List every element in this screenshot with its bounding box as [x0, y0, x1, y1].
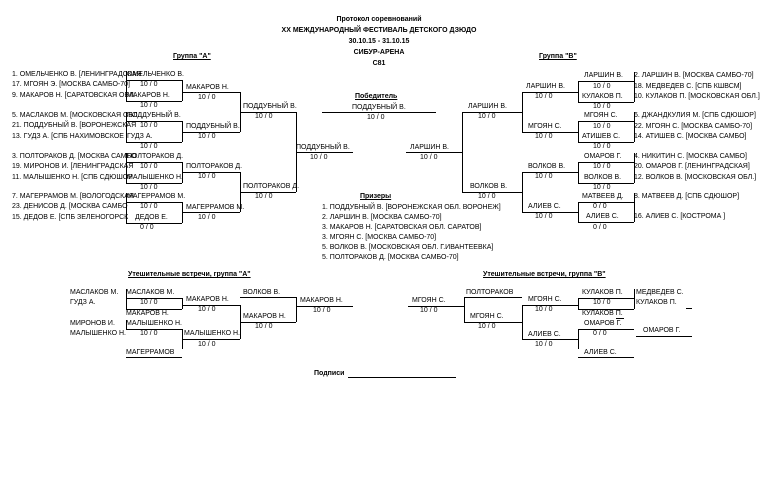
entrant-b-10: 10. КУЛАКОВ П. [МОСКОВСКАЯ ОБЛ.] [634, 93, 760, 100]
bracket-line [126, 298, 182, 299]
bracket-line [578, 142, 634, 143]
a-r1-score: 10 / 0 [140, 122, 158, 129]
cons-a-entrant: ГУДЗ А. [70, 299, 96, 306]
entrant-a-3: 3. ПОЛТОРАКОВ Д. [МОСКВА САМБО [12, 153, 137, 160]
cons-a-r1-score: 10 / 0 [140, 330, 158, 337]
bracket-line [522, 339, 578, 340]
cons-b-r2-score: 10 / 0 [593, 299, 611, 306]
prize-row: 1. ПОДДУБНЫЙ В. [ВОРОНЕЖСКАЯ ОБЛ. ВОРОНЕЖ] [322, 204, 501, 211]
a-r1-winner: ПОДДУБНЫЙ В. [127, 112, 181, 119]
b-r3-winner: ВОЛКОВ В. [470, 183, 508, 190]
b-r1-score: 10 / 0 [593, 103, 611, 110]
entrant-b-4: 4. НИКИТИН С. [МОСКВА САМБО] [634, 153, 747, 160]
bracket-line [578, 162, 579, 183]
signature-line [348, 377, 456, 378]
b-r1-winner: АТИШЕВ С. [582, 133, 621, 140]
a-r1-score: 10 / 0 [140, 81, 158, 88]
overall-winner: ПОДДУБНЫЙ В. [352, 104, 406, 111]
cons-b-entrant: ОМАРОВ Г. [643, 327, 681, 334]
bracket-line [578, 202, 579, 222]
bracket-line [578, 357, 634, 358]
a-r1-winner: МАЛЫШЕНКО Н. [127, 174, 183, 181]
b-r1-score: 10 / 0 [593, 83, 611, 90]
b-r3-winner: ЛАРШИН В. [468, 103, 507, 110]
entrant-a-23: 23. ДЕНИСОВ Д. [МОСКВА САМБО [12, 203, 128, 210]
cons-a-r1-winner: МАЛЫШЕНКО Н. [184, 330, 240, 337]
a-r1-score: 10 / 0 [140, 163, 158, 170]
bracket-line [578, 162, 634, 163]
cons-a-final-winner: МАКАРОВ Н. [300, 297, 343, 304]
signatures-label: Подписи [314, 370, 345, 377]
a-r2-winner: ПОДДУБНЫЙ В. [186, 123, 240, 130]
entrant-b-22: 22. МГОЯН С. [МОСКВА САМБО-70] [634, 123, 753, 130]
bracket-line [522, 92, 578, 93]
bracket-line [578, 309, 634, 310]
cons-a-entrant: МИРОНОВ И. [70, 320, 115, 327]
entrant-a-9: 9. МАКАРОВ Н. [САРАТОВСКАЯ ОБЛ. [12, 92, 136, 99]
entrant-a-15: 15. ДЕДОВ Е. [СПБ ЗЕЛЕНОГОРСК [12, 214, 129, 221]
bracket-line [126, 202, 182, 203]
bracket-line [522, 92, 523, 132]
b-r1-score: 10 / 0 [593, 143, 611, 150]
bracket-line [636, 336, 692, 337]
b-r2-winner: АЛИЕВ С. [528, 203, 561, 210]
b-r3-score: 10 / 0 [478, 193, 496, 200]
bracket-line [126, 289, 127, 309]
entrant-b-18: 18. МЕДВЕДЕВ С. [СПБ КШВСМ] [634, 83, 742, 90]
bracket-line [126, 193, 127, 223]
group-a-label: Группа "А" [173, 53, 211, 60]
prizes-label: Призеры [360, 193, 392, 200]
entrant-b-12: 12. ВОЛКОВ В. [МОСКОВСКАЯ ОБЛ.] [634, 174, 757, 181]
bracket-line [240, 322, 296, 323]
bracket-line [634, 112, 635, 142]
a-r3-winner: ПОЛТОРАКОВ Д. [243, 183, 300, 190]
a-r2-winner: ПОЛТОРАКОВ Д. [186, 163, 243, 170]
bracket-line [406, 152, 462, 153]
b-r1-score: 10 / 0 [593, 163, 611, 170]
bracket-line [240, 192, 296, 193]
a-r3-winner: ПОДДУБНЫЙ В. [243, 103, 297, 110]
bracket-line [240, 297, 296, 298]
cons-a-r1-winner: МАСЛАКОВ М. [126, 289, 175, 296]
bracket-line [578, 102, 634, 103]
bracket-line [182, 212, 240, 213]
bracket-line [126, 183, 182, 184]
cons-a-entrant: МАСЛАКОВ М. [70, 289, 119, 296]
bracket-line [126, 309, 182, 310]
a-r3-score: 10 / 0 [255, 113, 273, 120]
a-r1-winner: ДЕДОВ Е. [135, 214, 168, 221]
b-r1-winner: АЛИЕВ С. [586, 213, 619, 220]
bracket-line [296, 297, 297, 322]
bracket-line [522, 305, 578, 306]
bracket-line [464, 297, 522, 298]
cons-b-r2-score: 0 / 0 [593, 330, 607, 337]
a-r1-score: 10 / 0 [140, 102, 158, 109]
bracket-line [462, 112, 522, 113]
cons-a-r1-score: 10 / 0 [140, 299, 158, 306]
bracket-line [126, 329, 182, 330]
a-r3-score: 10 / 0 [255, 193, 273, 200]
prize-row: 3. МАКАРОВ Н. [САРАТОВСКАЯ ОБЛ. САРАТОВ] [322, 224, 482, 231]
bracket-line [182, 80, 183, 101]
bracket-line [126, 71, 127, 101]
cons-b-r2-winner: АЛИЕВ С. [584, 349, 617, 356]
bracket-line [182, 92, 240, 93]
bracket-line [126, 162, 182, 163]
bracket-line [634, 72, 635, 102]
bracket-line [578, 298, 579, 309]
bracket-line [182, 172, 240, 173]
prize-row: 2. ЛАРШИН В. [МОСКВА САМБО-70] [322, 214, 442, 221]
cons-b-r1-score: 10 / 0 [535, 306, 553, 313]
bracket-line [126, 80, 182, 81]
a-r1-score: 10 / 0 [140, 184, 158, 191]
b-r2-winner: МГОЯН С. [528, 123, 562, 130]
entrant-b-16: 16. АЛИЕВ С. [КОСТРОМА ] [634, 213, 726, 220]
cons-b-r2-winner: КУЛАКОВ П. [582, 289, 623, 296]
bracket-line [578, 329, 579, 349]
entrant-a-7: 7. МАГЕРРАМОВ М. [ВОЛОГОДСКАЯ [12, 193, 134, 200]
bracket-line [462, 192, 522, 193]
weight-category: C81 [372, 60, 386, 67]
group-b-label: Группа "В" [539, 53, 577, 60]
b-r1-score: 0 / 0 [593, 203, 607, 210]
cons-b-r2-winner: КУЛАКОВ П. [582, 310, 623, 317]
bracket-line [296, 306, 353, 307]
bracket-line [634, 289, 635, 309]
a-r2-winner: МАКАРОВ Н. [186, 84, 229, 91]
a-r1-score: 10 / 0 [140, 203, 158, 210]
cons-a-r1-winner: МАКАРОВ Н. [126, 310, 169, 317]
b-r2-score: 10 / 0 [535, 213, 553, 220]
b-r2-score: 10 / 0 [535, 93, 553, 100]
bracket-line [126, 223, 182, 224]
a-r2-winner: МАГЕРРАМОВ М. [186, 204, 245, 211]
b-r1-winner: МАТВЕЕВ Д. [582, 193, 624, 200]
event-title: XX МЕЖДУНАРОДНЫЙ ФЕСТИВАЛЬ ДЕТСКОГО ДЗЮДО [281, 27, 477, 34]
bracket-line [126, 357, 182, 358]
cons-b-r1-winner: АЛИЕВ С. [528, 331, 561, 338]
cons-a-r2-score: 10 / 0 [198, 306, 216, 313]
bracket-line [126, 112, 127, 142]
a-r2-score: 10 / 0 [198, 133, 216, 140]
a-r1-winner: МАГЕРРАМОВ М. [127, 193, 186, 200]
b-r1-score: 10 / 0 [593, 184, 611, 191]
prize-row: 5. ВОЛКОВ В. [МОСКОВСКАЯ ОБЛ. Г.ИВАНТЕЕВКА] [322, 244, 494, 251]
cons-b-semi-score: 10 / 0 [478, 323, 496, 330]
a-r1-score: 0 / 0 [140, 224, 154, 231]
bracket-line [182, 339, 240, 340]
a-r1-score: 10 / 0 [140, 143, 158, 150]
cons-a-label: Утешительные встречи, группа "А" [128, 271, 251, 278]
entrant-a-21: 21. ПОДДУБНЫЙ В. [ВОРОНЕЖСКАЯ [12, 122, 137, 129]
bracket-line [126, 142, 182, 143]
entrant-a-19: 19. МИРОНОВ И. [ЛЕНИНГРАДСКАЯ [12, 163, 134, 170]
bracket-line [578, 121, 634, 122]
entrant-b-20: 20. ОМАРОВ Г. [ЛЕНИНГРАДСКАЯ] [634, 163, 750, 170]
entrant-b-2: 2. ЛАРШИН В. [МОСКВА САМБО-70] [634, 72, 754, 79]
cons-a-r2-winner: МАКАРОВ Н. [243, 313, 286, 320]
a-r1-winner: ГУДЗ А. [127, 133, 153, 140]
b-r1-winner: ВОЛКОВ В. [584, 174, 622, 181]
cons-b-r1-winner: МГОЯН С. [528, 296, 562, 303]
bracket-line [126, 320, 127, 329]
bracket-line [182, 305, 240, 306]
bracket-line [522, 172, 523, 212]
bracket-line [686, 308, 692, 309]
a-r2-score: 10 / 0 [198, 173, 216, 180]
bracket-line [578, 121, 579, 142]
b-r1-winner: МГОЯН С. [584, 112, 618, 119]
bracket-line [522, 212, 578, 213]
a-r1-winner: ПОЛТОРАКОВ Д. [127, 153, 184, 160]
cons-a-top: ВОЛКОВ В. [243, 289, 281, 296]
bracket-line [578, 81, 634, 82]
entrant-b-8: 8. МАТВЕЕВ Д. [СПБ СДЮШОР] [634, 193, 740, 200]
cons-b-label: Утешительные встречи, группа "В" [483, 271, 606, 278]
cons-b-r2-winner: ОМАРОВ Г. [584, 320, 622, 327]
cons-a-r2-score: 10 / 0 [255, 323, 273, 330]
cons-a-final-score: 10 / 0 [313, 307, 331, 314]
cons-a-r1-score: 10 / 0 [198, 341, 216, 348]
bracket-line [578, 81, 579, 102]
entrant-a-17: 17. МГОЯН Э. [МОСКВА САМБО-70] [12, 81, 130, 88]
bracket-line [322, 112, 436, 113]
bracket-line [578, 329, 634, 330]
cons-b-r1-score: 10 / 0 [535, 341, 553, 348]
cons-b-final-score: 10 / 0 [420, 307, 438, 314]
prize-row: 3. МГОЯН С. [МОСКВА САМБО-70] [322, 234, 437, 241]
entrant-b-14: 14. АТИШЕВ С. [МОСКВА САМБО] [634, 133, 747, 140]
bracket-line [634, 193, 635, 222]
bracket-line [578, 183, 634, 184]
bracket-line [126, 121, 182, 122]
bracket-line [578, 222, 634, 223]
bracket-line [634, 153, 635, 183]
a-r2-score: 10 / 0 [198, 94, 216, 101]
b-r2-winner: ЛАРШИН В. [526, 83, 565, 90]
a-r1-winner: ОМЕЛЬЧЕНКО В. [127, 71, 184, 78]
b-r2-winner: ВОЛКОВ В. [528, 163, 566, 170]
entrant-a-11: 11. МАЛЫШЕНКО Н. [СПБ СДЮШОР [12, 174, 133, 181]
b-r1-winner: КУЛАКОВ П. [582, 93, 623, 100]
a-r1-winner: МАКАРОВ Н. [127, 92, 170, 99]
cons-b-final-winner: МГОЯН С. [412, 297, 446, 304]
b-r1-score: 10 / 0 [593, 123, 611, 130]
entrant-b-6: 6. ДЖАНДКУЛИЯ М. [СПБ СДЮШОР] [634, 112, 756, 119]
bracket-line [578, 298, 634, 299]
b-r1-score: 0 / 0 [593, 224, 607, 231]
cons-b-top: ПОЛТОРАКОВ [466, 289, 514, 296]
b-final-score: 10 / 0 [420, 154, 438, 161]
bracket-line [240, 112, 296, 113]
cons-b-entrant: МЕДВЕДЕВ С. [636, 289, 684, 296]
a-r2-score: 10 / 0 [198, 214, 216, 221]
bracket-line [464, 297, 465, 322]
cons-a-entrant: МАЛЫШЕНКО Н. [70, 330, 126, 337]
cons-a-r1-winner: МАЛЫШЕНКО Н. [126, 320, 182, 327]
a-final-score: 10 / 0 [310, 154, 328, 161]
bracket-line [464, 322, 522, 323]
b-r1-winner: ЛАРШИН В. [584, 72, 623, 79]
bracket-line [126, 101, 182, 102]
b-r3-score: 10 / 0 [478, 113, 496, 120]
event-dates: 30.10.15 - 31.10.15 [348, 38, 410, 45]
prize-row: 5. ПОЛТОРАКОВ Д. [МОСКВА САМБО-70] [322, 254, 459, 261]
bracket-line [522, 132, 578, 133]
bracket-line [182, 298, 183, 309]
cons-a-entrant: МАГЕРРАМОВ [126, 349, 175, 356]
bracket-line [522, 172, 578, 173]
cons-a-r2-winner: МАКАРОВ Н. [186, 296, 229, 303]
entrant-a-13: 13. ГУДЗ А. [СПБ НАХИМОВСКОЕ [12, 133, 124, 140]
bracket-line [408, 306, 464, 307]
event-venue: СИБУР-АРЕНА [353, 49, 405, 56]
cons-b-entrant: КУЛАКОВ П. [636, 299, 677, 306]
winner-score: 10 / 0 [367, 114, 385, 121]
bracket-line [462, 112, 463, 192]
a-final-winner: ПОДДУБНЫЙ В. [296, 144, 350, 151]
bracket-line [578, 202, 634, 203]
entrant-a-5: 5. МАСЛАКОВ М. [МОСКОВСКАЯ ОБЛ. [12, 112, 140, 119]
protocol-title: Протокол соревнований [336, 16, 422, 23]
b-final-winner: ЛАРШИН В. [410, 144, 449, 151]
bracket-line [182, 132, 240, 133]
b-r2-score: 10 / 0 [535, 173, 553, 180]
b-r1-winner: ОМАРОВ Г. [584, 153, 622, 160]
bracket-line [616, 318, 624, 319]
winner-label: Победитель [355, 93, 398, 100]
cons-b-semi-winner: МГОЯН С. [470, 313, 504, 320]
bracket-line [296, 152, 353, 153]
b-r2-score: 10 / 0 [535, 133, 553, 140]
bracket-line [126, 153, 127, 183]
bracket-line [522, 305, 523, 339]
entrant-a-1: 1. ОМЕЛЬЧЕНКО В. [ЛЕНИНГРАДСКАЯ [12, 71, 142, 78]
